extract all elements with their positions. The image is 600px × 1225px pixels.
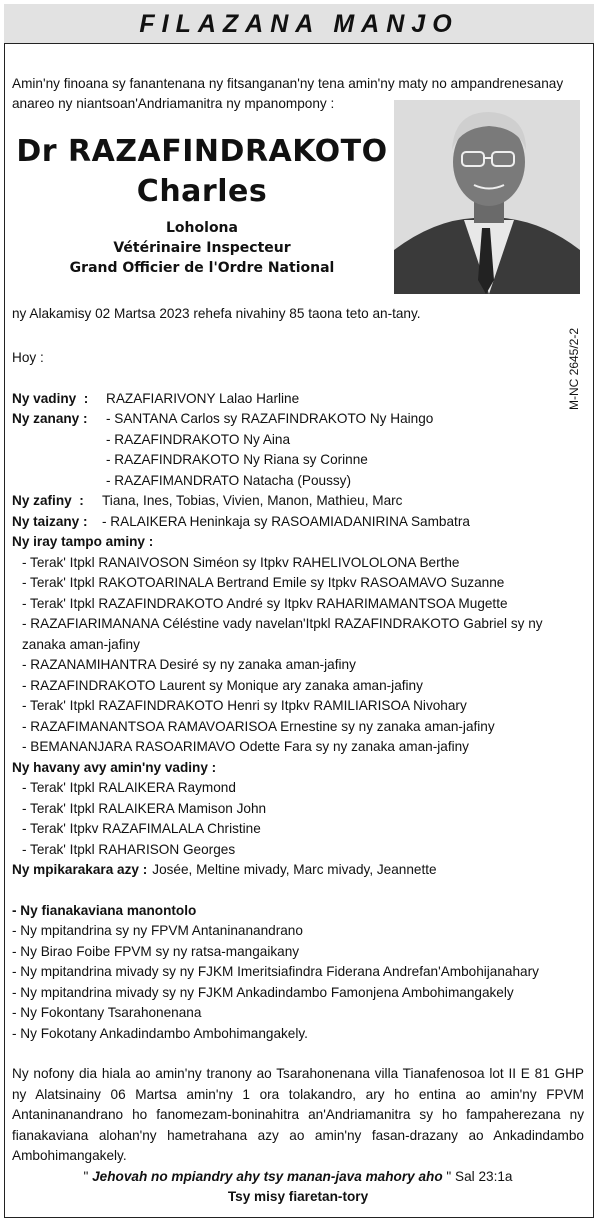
final-note: Tsy misy fiaretan-tory (227, 1189, 369, 1204)
death-date-line: ny Alakamisy 02 Martsa 2023 rehefa nivahiny 85 taona teto an-tany. (12, 306, 421, 321)
taizany-label: Ny taizany : (12, 513, 88, 529)
list-item: - RAZAFIMANANTSOA RAMAVOARISOA Ernestine sy ny zanaka aman-jafiny (22, 718, 495, 734)
deceased-title-2: Vétérinaire Inspecteur (113, 240, 291, 256)
taizany-row (12, 512, 584, 533)
vadiny-text: RAZAFIARIVONY Lalao Harline (106, 390, 300, 406)
list-item: - Ny Birao Foibe FPVM sy ny ratsa-mangaikany (12, 943, 300, 959)
quote-text: Jehovah no mpiandry ahy tsy manan-java mahory aho (92, 1168, 443, 1184)
list-item: - RAZAFIMANDRATO Natacha (Poussy) (106, 472, 351, 488)
list-item: - RAZAFINDRAKOTO Laurent sy Monique ary zanaka aman-jafiny (22, 677, 423, 693)
zanany-label: Ny zanany : (12, 411, 88, 426)
intro-text: Amin'ny finoana sy fanantenana ny fitsanganan'ny tena amin'ny maty no ampandrenesanay anareo ny niantsoan'Andriamanitra ny mpanompony : (12, 76, 564, 111)
zafiny-label: Ny zafiny : (12, 493, 84, 508)
list-item: - Terak' Itpkl RALAIKERA Raymond (22, 780, 236, 795)
list-item: - RAZAFINDRAKOTO Ny Aina (106, 431, 291, 447)
quote-open: " (83, 1168, 89, 1184)
list-item: - Ny Fokontany Tsarahonenana (12, 1005, 202, 1020)
taizany-text: - RALAIKERA Heninkaja sy RASOAMIADANIRINA Sambatra (102, 513, 470, 529)
list-item: - RAZANAMIHANTRA Desiré sy ny zanaka aman-jafiny (22, 657, 356, 672)
vadiny-row (12, 389, 584, 410)
deceased-block (12, 132, 392, 278)
list-item: - SANTANA Carlos sy RAZAFINDRAKOTO Ny Haingo (106, 411, 434, 426)
list-item: - BEMANANJARA RASOARIMAVO Odette Fara sy ny zanaka aman-jafiny (22, 739, 469, 754)
zafiny-text: Tiana, Ines, Tobias, Vivien, Manon, Mathieu, Marc (102, 493, 403, 508)
vadiny-label: Ny vadiny : (12, 390, 89, 406)
list-item: - Terak' Itpkl RALAIKERA Mamison John (22, 800, 267, 816)
list-item: - Ny mpitandrina mivady sy ny FJKM Ankadindambo Famonjena Ambohimangakely (12, 984, 514, 1000)
portrait-photo (394, 100, 580, 294)
quote-ref: Sal 23:1a (455, 1168, 513, 1184)
bible-quote (12, 1167, 584, 1188)
fianakaviana-label: - Ny fianakaviana manontolo (12, 902, 197, 918)
list-item: - RAZAFINDRAKOTO Ny Riana sy Corinne (106, 452, 368, 467)
list-item: - Terak' Itpkl RAZAFINDRAKOTO André sy Itpkv RAHARIMAMANTSOA Mugette (22, 595, 508, 611)
family-list (12, 348, 584, 1208)
mpikarakara-row (12, 860, 584, 881)
reference-code: M-NC 2645/2-2 (567, 327, 581, 410)
list-item: - RAZAFIARIMANANA Céléstine vady navelan'Itpkl RAZAFINDRAKOTO Gabriel sy ny zanaka aman-jafiny (22, 616, 543, 652)
deceased-firstname: Charles (136, 174, 268, 209)
list-item: - Ny mpitandrina sy ny FPVM Antaninanandrano (12, 923, 303, 938)
havany-label: Ny havany avy amin'ny vadiny : (12, 759, 217, 775)
list-item: - Ny Fokotany Ankadindambo Ambohimangakely. (12, 1025, 308, 1041)
hoy-label: Hoy : (12, 350, 44, 365)
deceased-title-3: Grand Officier de l'Ordre National (69, 260, 335, 276)
zafiny-row (12, 491, 584, 512)
list-item: - Terak' Itpkv RAZAFIMALALA Christine (22, 821, 261, 836)
portrait-illustration (394, 100, 580, 294)
closing-paragraph: Ny nofony dia hiala ao amin'ny tranony ao Tsarahonenana villa Tianafenosoa lot II E 81 GHP ny Alatsinainy 06 Martsa amin'ny 1 ora tolakandro, ary ho entina ao amin'ny FPVM Antaninanandrano ho fanomezam-boninahitra an'Andriamanitra sy ho fampaherezana ny fianakaviana alohan'ny hametrahana azy ao amin'ny fasan-drazany ao Ankadindambo Ambohimangakely. (12, 1066, 584, 1163)
list-item: - Terak' Itpkl RAZAFINDRAKOTO Henri sy Itpkv RAMILIARISOA Nivohary (22, 698, 467, 713)
list-item: - Terak' Itpkl RANAIVOSON Siméon sy Itpkv RAHELIVOLOLONA Berthe (22, 554, 460, 570)
mpikarakara-label: Ny mpikarakara azy : (12, 862, 148, 877)
list-item: - Terak' Itpkl RAHARISON Georges (22, 841, 236, 857)
notice-header (4, 4, 594, 44)
deceased-title-1: Loholona (166, 220, 238, 236)
deceased-name: Dr RAZAFINDRAKOTO (16, 134, 388, 169)
list-item: - Ny mpitandrina mivady sy ny FJKM Imeritsiafindra Fiderana Andrefan'Ambohijanahary (12, 964, 539, 979)
mpikarakara-text: Josée, Meltine mivady, Marc mivady, Jeannette (152, 862, 437, 877)
notice-title: FILAZANA MANJO (139, 10, 459, 38)
quote-close: " (446, 1168, 452, 1184)
tampo-label: Ny iray tampo aminy : (12, 534, 154, 549)
list-item: - Terak' Itpkl RAKOTOARINALA Bertrand Emile sy Itpkv RASOAMAVO Suzanne (22, 575, 505, 590)
zanany-row (12, 409, 584, 491)
